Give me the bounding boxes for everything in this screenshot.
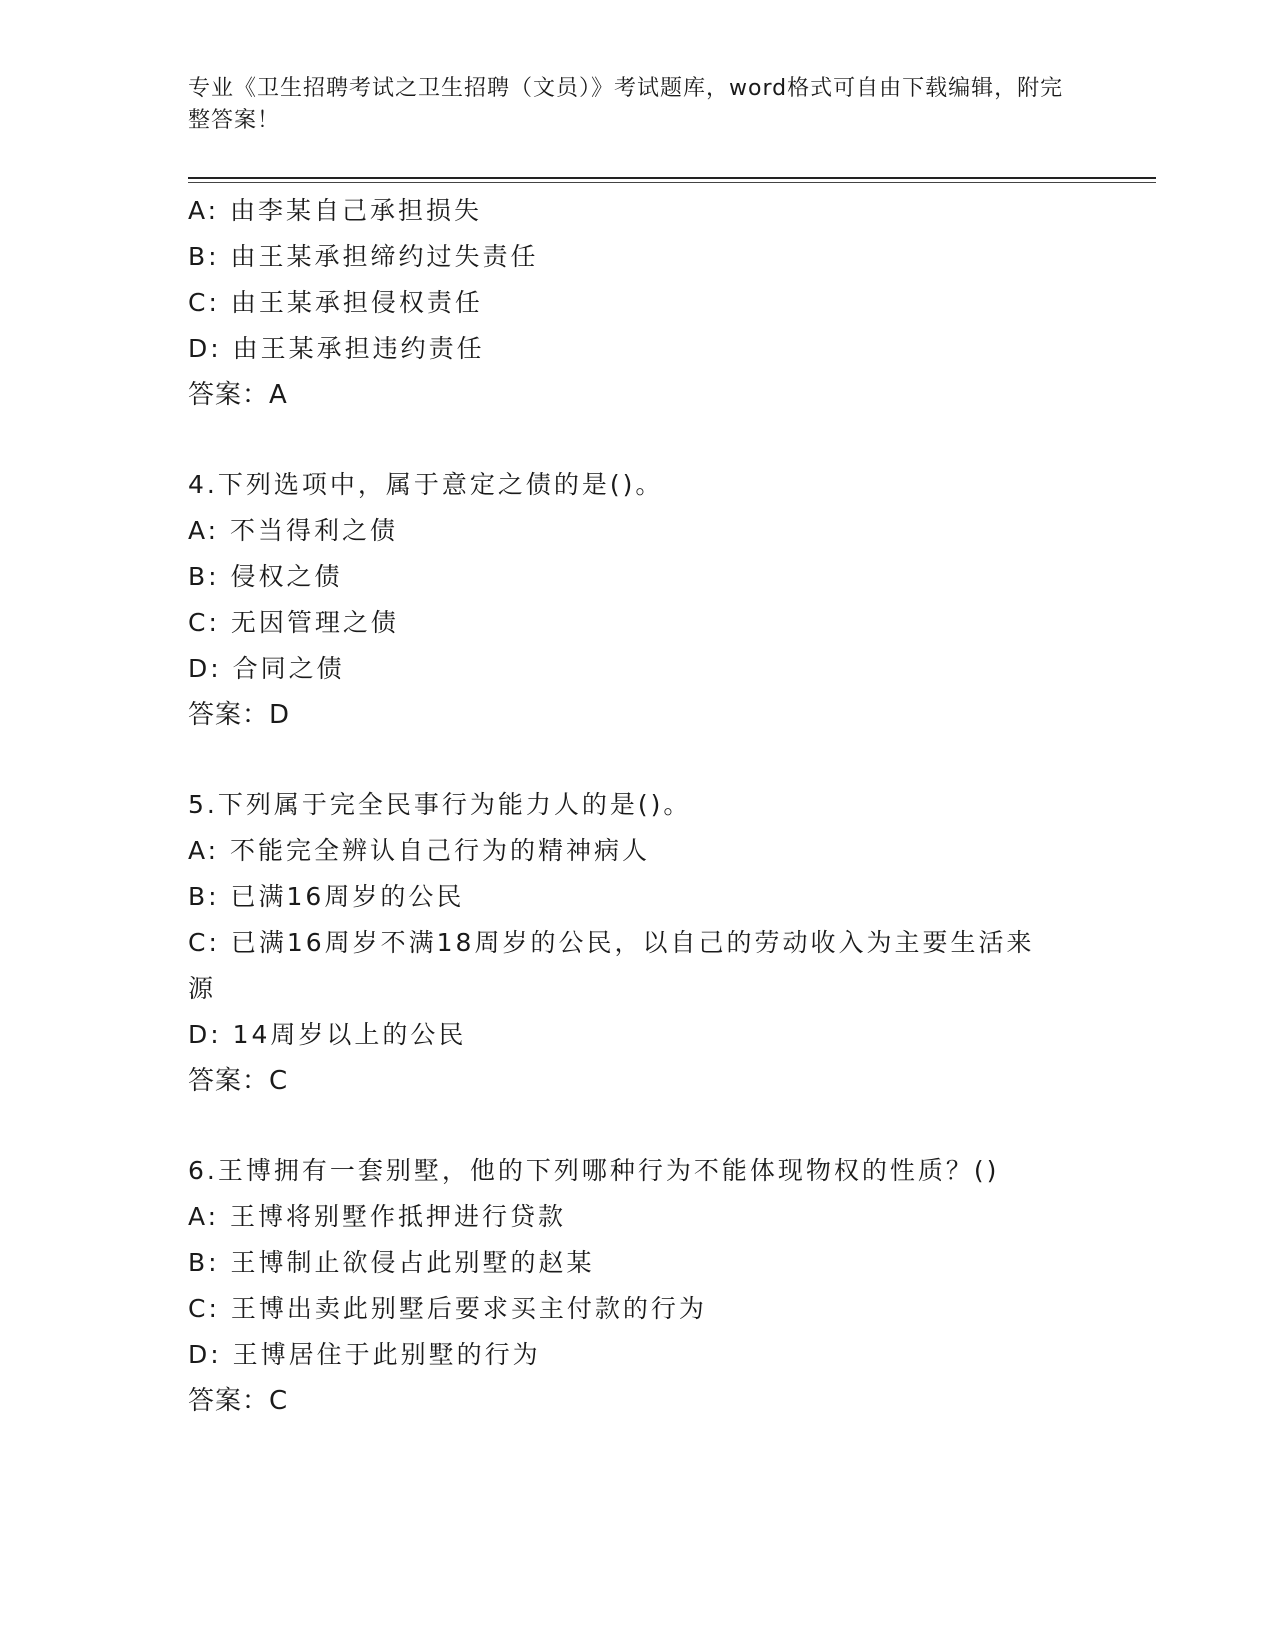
option-d: D: 王博居住于此别墅的行为 <box>188 1340 541 1369</box>
question-5-block <box>188 782 1088 1104</box>
option-c: C: 已满16周岁不满18周岁的公民，以自己的劳动收入为主要生活来源 <box>188 928 1035 1003</box>
header-rule-thin <box>188 182 1156 183</box>
option-a: A: 不能完全辨认自己行为的精神病人 <box>188 836 651 865</box>
answer-line: 答案：D <box>188 700 291 730</box>
option-c: C: 无因管理之债 <box>188 608 399 637</box>
option-a: A: 王博将别墅作抵押进行贷款 <box>188 1202 567 1231</box>
option-d: D: 由王某承担违约责任 <box>188 334 485 363</box>
option-c: C: 由王某承担侵权责任 <box>188 288 483 317</box>
answer-line: 答案：C <box>188 1386 289 1416</box>
option-a: A: 不当得利之债 <box>188 516 399 545</box>
option-b: B: 由王某承担缔约过失责任 <box>188 242 539 271</box>
question-stem: 4.下列选项中，属于意定之债的是()。 <box>188 470 664 499</box>
option-d: D: 14周岁以上的公民 <box>188 1020 467 1049</box>
option-d: D: 合同之债 <box>188 654 345 683</box>
header-rule-thick <box>188 177 1156 179</box>
option-b: B: 侵权之债 <box>188 562 343 591</box>
question-6-block <box>188 1148 1088 1424</box>
answer-line: 答案：A <box>188 380 288 410</box>
spacer <box>188 738 1088 782</box>
option-b: B: 已满16周岁的公民 <box>188 882 465 911</box>
option-a: A: 由李某自己承担损失 <box>188 196 483 225</box>
option-b: B: 王博制止欲侵占此别墅的赵某 <box>188 1248 595 1277</box>
answer-line: 答案：C <box>188 1066 289 1096</box>
question-4-block <box>188 462 1088 738</box>
question-stem: 5.下列属于完全民事行为能力人的是()。 <box>188 790 692 819</box>
spacer <box>188 418 1088 462</box>
question-stem: 6.王博拥有一套别墅，他的下列哪种行为不能体现物权的性质？() <box>188 1156 1000 1185</box>
question-list <box>188 188 1088 1424</box>
document-header: 专业《卫生招聘考试之卫生招聘（文员）》考试题库，word格式可自由下载编辑，附完整答案！ <box>188 76 1064 133</box>
spacer <box>188 1104 1088 1148</box>
option-c: C: 王博出卖此别墅后要求买主付款的行为 <box>188 1294 707 1323</box>
question-3-block <box>188 188 1088 418</box>
